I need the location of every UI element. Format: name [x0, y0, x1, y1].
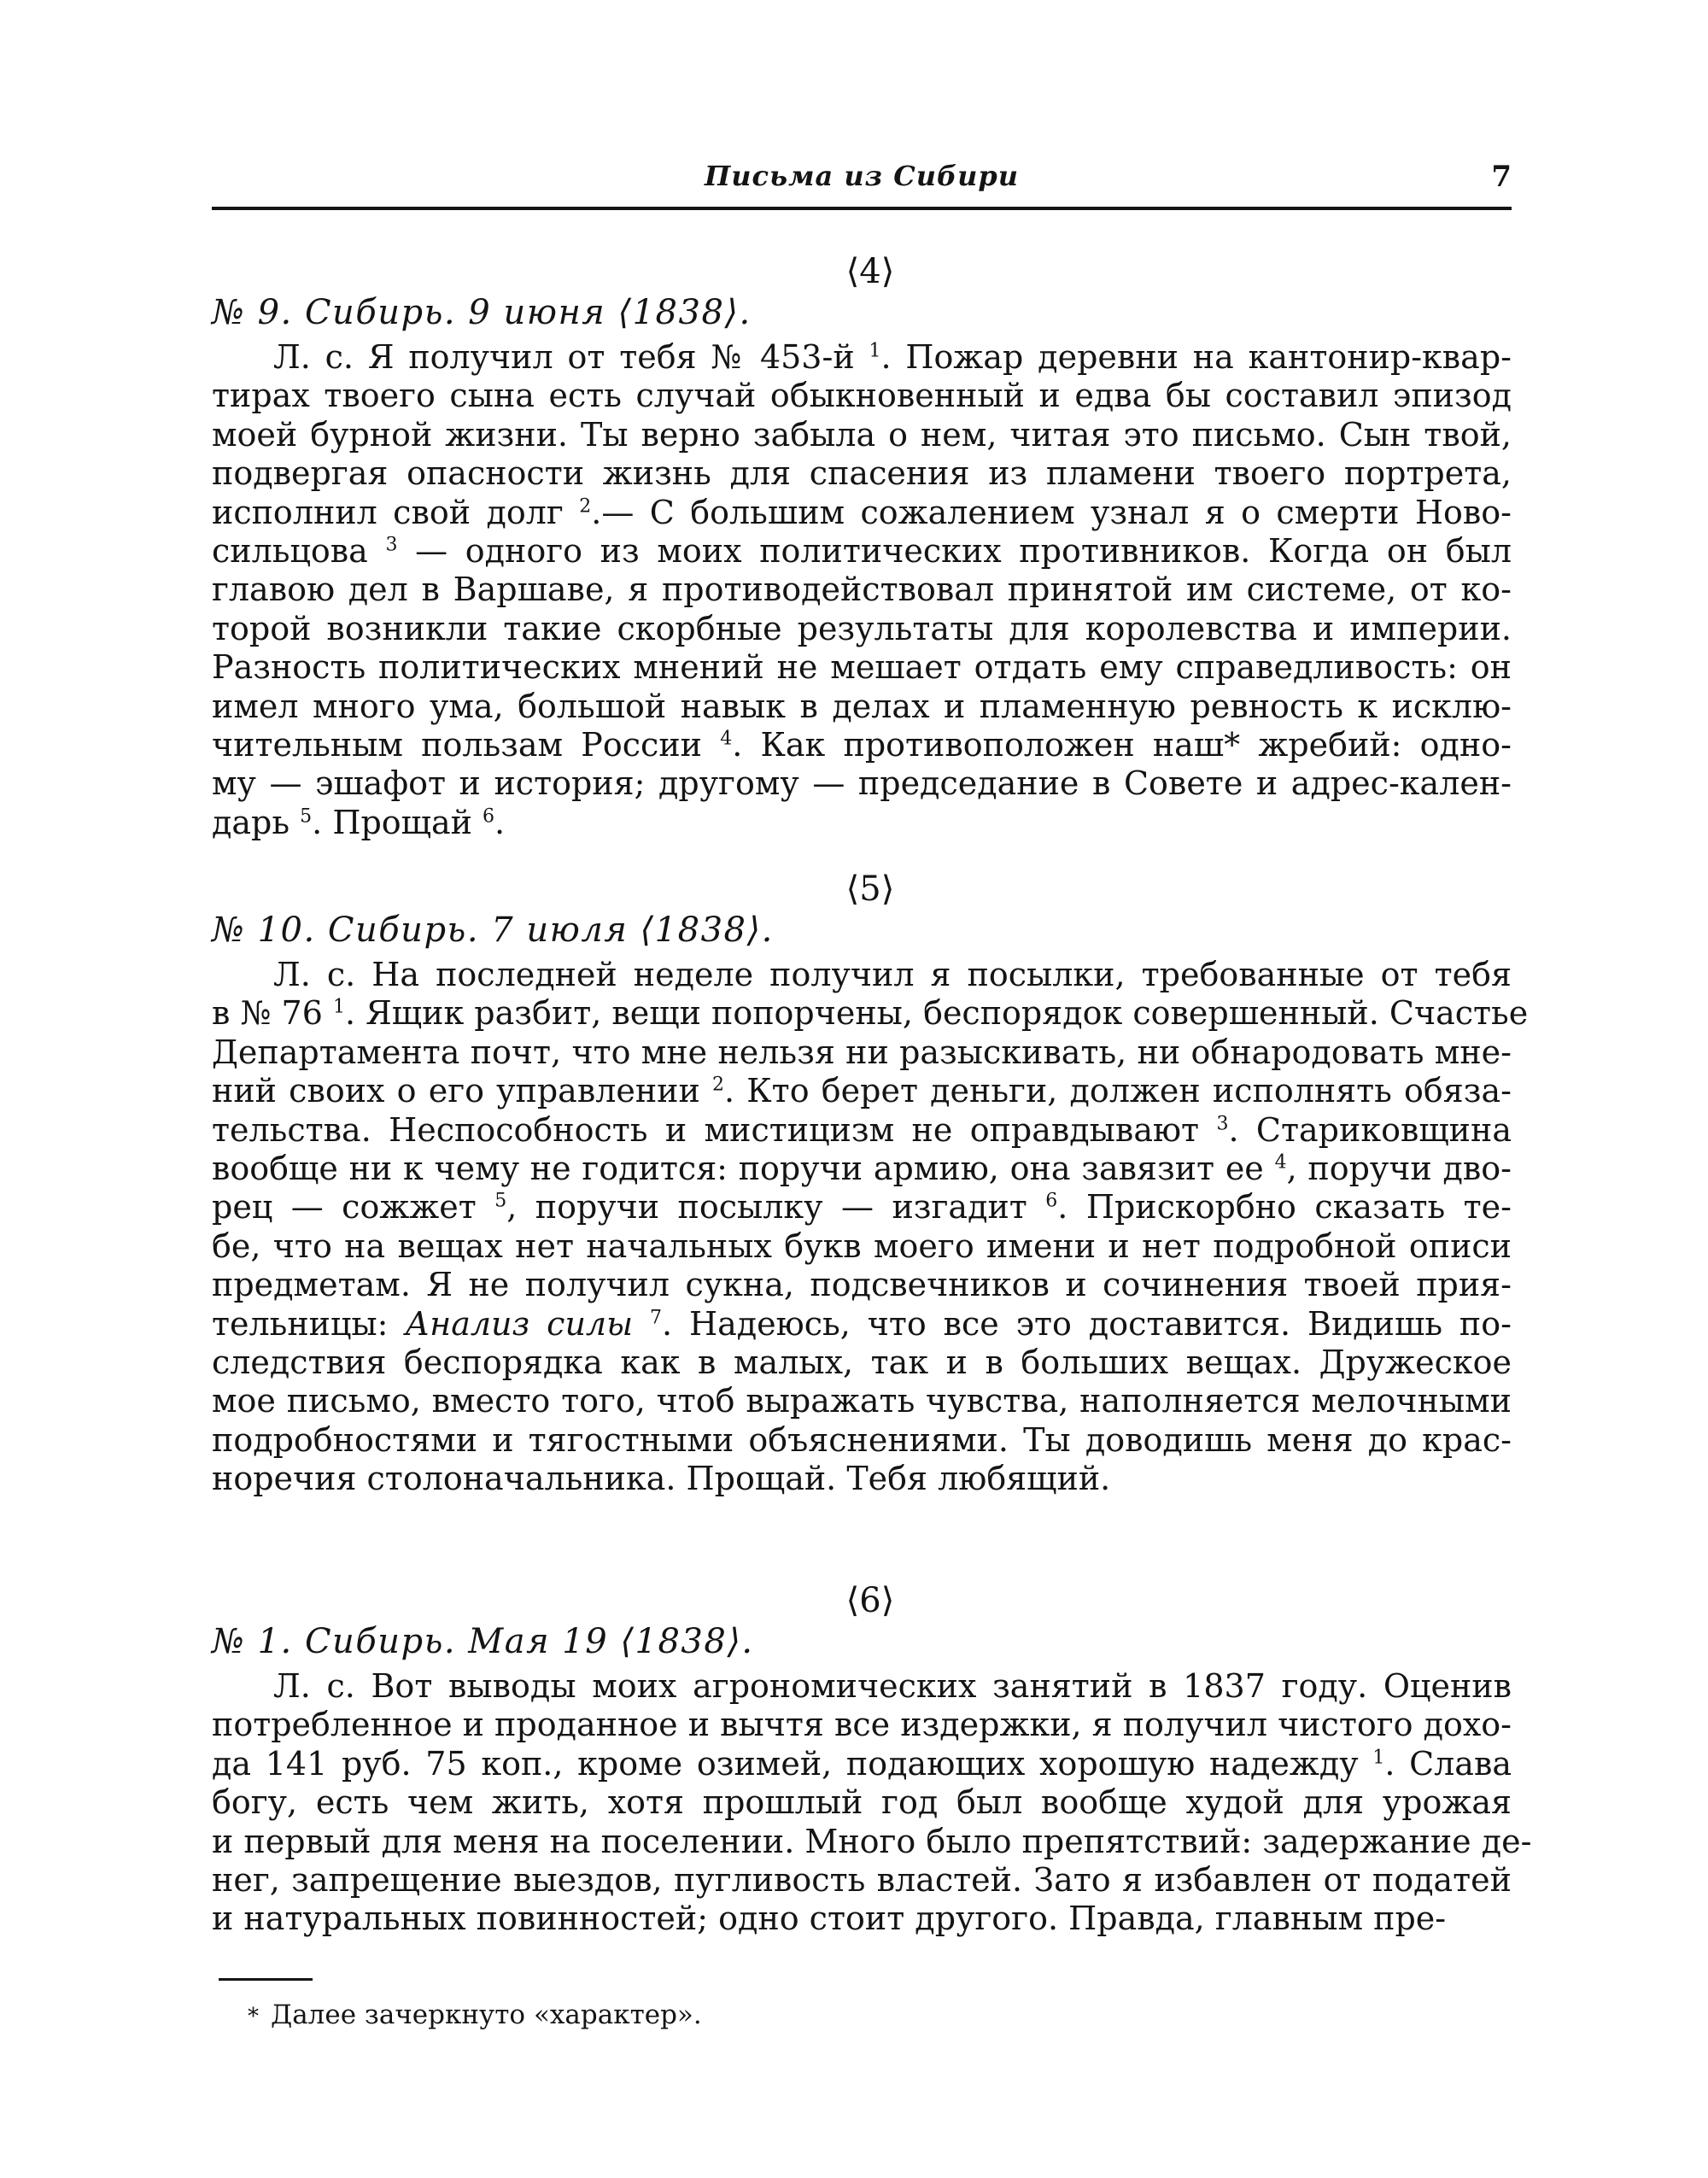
text-segment: — одного из моих политических противников. Когда он был	[397, 531, 1512, 570]
text-segment: в № 76	[212, 994, 333, 1033]
letter-heading: № 9. Сибирь. 9 июня ⟨1838⟩.	[212, 293, 752, 332]
letter-number: ⟨5⟩	[845, 869, 895, 909]
text-segment: тельницы:	[212, 1304, 406, 1343]
text-line	[212, 494, 1512, 532]
text-segment: дарь	[212, 803, 301, 841]
text-segment: . Как противоположен наш* жребий: одно-	[732, 725, 1512, 764]
footnote-ref: 1	[869, 340, 881, 362]
text-line	[212, 416, 1512, 454]
letter-6	[212, 1581, 1532, 1939]
text-segment: . Надеюсь, что все это доставится. Видишь по-	[661, 1304, 1512, 1343]
text-segment: тирах твоего сына есть случай обыкновенный и едва бы составил эпизод	[212, 377, 1512, 415]
text-segment: подвергая опасности жизнь для спасения из пламени твоего портрета,	[212, 454, 1512, 493]
footnote-ref: 1	[332, 996, 345, 1018]
text-segment: вообще ни к чему не годится: поручи армию, она завязит ее	[212, 1149, 1275, 1187]
text-line	[212, 1188, 1512, 1227]
text-segment: Л. с. Я получил от тебя № 453-й	[273, 338, 869, 376]
text-segment: да 141 руб. 75 коп., кроме озимей, подающих хорошую надежду	[212, 1744, 1373, 1783]
text-line	[212, 804, 1512, 842]
letter-4	[212, 253, 1512, 842]
text-segment: имел много ума, большой навык в делах и пламенную ревность к исклю-	[212, 687, 1512, 725]
text-segment: му — эшафот и история; другому — председание в Совете и адрес-кален-	[212, 764, 1512, 803]
text-segment: и первый для меня на поселении. Много было препятствий: задержание де-	[212, 1822, 1532, 1860]
letter-body	[212, 338, 1512, 842]
text-line	[212, 532, 1512, 571]
text-segment: моей бурной жизни. Ты верно забыла о нем, читая это письмо. Сын твой,	[212, 415, 1512, 454]
header-rule	[212, 207, 1512, 210]
footnote-ref: 6	[1045, 1190, 1058, 1212]
text-line	[212, 1227, 1512, 1266]
text-line	[212, 1072, 1512, 1110]
text-segment: следствия беспорядка как в малых, так и в больших вещах. Дружеское	[212, 1343, 1512, 1381]
footnote-text: Далее зачеркнуто «характер».	[271, 1999, 702, 2030]
text-line	[212, 454, 1512, 493]
text-line	[212, 1305, 1512, 1344]
text-segment: нег, запрещение выездов, пугливость властей. Зато я избавлен от податей	[212, 1860, 1512, 1899]
text-segment: , поручи дво-	[1286, 1149, 1512, 1187]
footnote-ref: 6	[483, 805, 495, 828]
text-line	[212, 1900, 1512, 1938]
text-line	[212, 648, 1512, 687]
text-line	[212, 1382, 1512, 1420]
running-head	[212, 160, 1512, 194]
letter-body	[212, 1667, 1532, 1939]
text-segment: подробностями и тягостными объяснениями. Ты доводишь меня до крас-	[212, 1420, 1512, 1459]
letter-body	[212, 956, 1529, 1498]
text-line	[212, 1266, 1512, 1304]
letter-number: ⟨6⟩	[845, 1581, 895, 1620]
text-segment: ний своих о его управлении	[212, 1072, 713, 1110]
footnote-marker: *	[248, 2004, 259, 2029]
text-segment: потребленное и проданное и вычтя все издержки, я получил чистого дохо-	[212, 1706, 1512, 1744]
text-line	[212, 1861, 1512, 1900]
text-line	[212, 338, 1512, 377]
text-line	[212, 1460, 1512, 1498]
text-line	[212, 1421, 1512, 1460]
text-line	[212, 726, 1512, 764]
text-line	[212, 688, 1512, 726]
footnote-ref: 2	[579, 495, 592, 517]
text-line	[212, 1344, 1512, 1382]
text-line	[212, 1706, 1512, 1744]
text-segment: исполнил свой долг	[212, 493, 580, 531]
text-line	[212, 610, 1512, 648]
text-segment: рец — сожжет	[212, 1188, 495, 1227]
text-line	[212, 571, 1512, 609]
text-segment: , поручи посылку — изгадит	[506, 1188, 1046, 1227]
text-segment: и натуральных повинностей; одно стоит другого. Правда, главным пре-	[212, 1900, 1447, 1938]
text-segment: . Прощай	[312, 803, 483, 841]
text-segment: Департамента почт, что мне нельзя ни разыскивать, ни обнародовать мне-	[212, 1033, 1512, 1071]
footnote-ref: 5	[300, 805, 313, 828]
text-segment: . Кто берет деньги, должен исполнять обяза-	[724, 1072, 1512, 1110]
text-segment: сильцова	[212, 531, 386, 570]
text-segment: чительным пользам России	[212, 725, 721, 764]
text-segment: .	[494, 803, 506, 841]
letter-number: ⟨4⟩	[845, 252, 895, 291]
footnote-ref: 1	[1372, 1747, 1385, 1769]
footnote	[248, 1998, 702, 2034]
footnote-ref: 7	[649, 1306, 662, 1328]
text-line	[212, 1745, 1512, 1783]
footnote-ref: 3	[385, 534, 398, 556]
text-line	[212, 1822, 1532, 1861]
text-segment: . Стариковщина	[1228, 1110, 1512, 1149]
text-line	[212, 764, 1512, 803]
text-segment: . Пожар деревни на кантонир-квар-	[880, 338, 1512, 376]
text-segment: бе, что на вещах нет начальных букв моего имени и нет подробной описи	[212, 1227, 1512, 1265]
text-line	[212, 377, 1512, 415]
text-segment: Разность политических мнений не мешает отдать ему справедливость: он	[212, 648, 1512, 687]
italic-title: Анализ силы	[405, 1304, 634, 1343]
text-segment: богу, есть чем жить, хотя прошлый год был вообще худой для урожая	[212, 1783, 1512, 1822]
page-number: 7	[1491, 160, 1512, 194]
footnote-ref: 3	[1216, 1112, 1229, 1134]
text-segment: главою дел в Варшаве, я противодействовал принятой им системе, от ко-	[212, 571, 1512, 609]
footnote-ref: 5	[494, 1190, 507, 1212]
running-title: Письма из Сибири	[705, 160, 1019, 192]
text-line	[212, 1150, 1512, 1188]
text-segment	[633, 1305, 650, 1343]
footnote-ref: 2	[712, 1074, 725, 1096]
text-segment: мое письмо, вместо того, чтоб выражать чувства, наполняется мелочными	[212, 1382, 1512, 1420]
letter-heading: № 1. Сибирь. Мая 19 ⟨1838⟩.	[212, 1622, 754, 1661]
text-segment: . Ящик разбит, вещи попорчены, беспорядок совершенный. Счастье	[344, 994, 1529, 1033]
footnote-ref: 4	[1274, 1151, 1287, 1174]
text-segment: торой возникли такие скорбные результаты для королевства и империи.	[212, 609, 1512, 647]
text-segment: . Прискорбно сказать те-	[1057, 1188, 1512, 1227]
text-line	[212, 1111, 1512, 1150]
text-segment: предметам. Я не получил сукна, подсвечников и сочинения твоей прия-	[212, 1266, 1512, 1304]
text-line	[212, 994, 1529, 1033]
text-segment: .— С большим сожалением узнал я о смерти Ново-	[591, 493, 1512, 531]
letter-5	[212, 869, 1529, 1498]
text-segment: Л. с. Вот выводы моих агрономических занятий в 1837 году. Оценив	[273, 1667, 1512, 1705]
letter-heading: № 10. Сибирь. 7 июля ⟨1838⟩.	[212, 910, 774, 950]
text-line	[212, 956, 1512, 994]
text-line	[212, 1667, 1512, 1706]
footnote-rule	[219, 1978, 313, 1981]
text-segment: норечия столоначальника. Прощай. Тебя любящий.	[212, 1460, 1111, 1498]
text-segment: Л. с. На последней неделе получил я посылки, требованные от тебя	[273, 956, 1512, 993]
footnote-ref: 4	[720, 728, 733, 750]
text-line	[212, 1783, 1512, 1822]
text-line	[212, 1033, 1512, 1072]
text-segment: тельства. Неспособность и мистицизм не оправдывают	[212, 1110, 1217, 1149]
text-segment: . Слава	[1384, 1744, 1512, 1783]
